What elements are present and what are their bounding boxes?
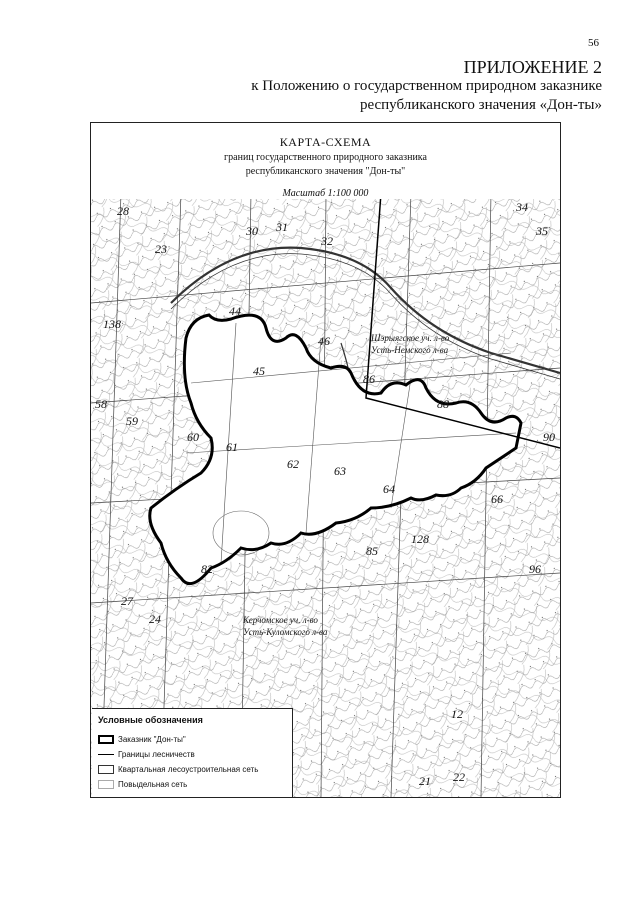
quarter-label: 45	[253, 364, 265, 378]
quarter-label: 12	[451, 707, 463, 721]
quarter-label: 34	[516, 200, 528, 214]
quarter-grid-symbol	[98, 765, 114, 774]
quarter-label: 128	[411, 532, 429, 546]
forestry-south-line-1: Керчомское уч. л-во	[243, 615, 318, 625]
quarter-label: 63	[334, 464, 346, 478]
legend-item-reserve	[98, 733, 186, 745]
quarter-label: 90	[543, 430, 555, 444]
page-number: 56	[588, 37, 599, 49]
legend-item-label: Квартальная лесоустроительная сеть	[118, 764, 259, 774]
map-frame	[90, 122, 561, 798]
map-scale: Масштаб 1:100 000	[282, 188, 369, 199]
legend-item-label: Повыдельная сеть	[118, 779, 188, 789]
map-subtitle-line-1: границ государственного природного заказника	[224, 152, 427, 163]
quarter-label: 58	[95, 397, 107, 411]
forestry-south-line-2: Усть-Куломского л-ва	[243, 627, 328, 637]
quarter-label: 23	[155, 242, 167, 256]
quarter-label: 138	[103, 317, 121, 331]
appendix-line-2: республиканского значения «Дон-ты»	[359, 97, 602, 113]
appendix-title: ПРИЛОЖЕНИЕ 2	[463, 57, 602, 77]
quarter-label: 31	[276, 220, 288, 234]
appendix-heading	[251, 58, 602, 115]
quarter-label: 59	[126, 414, 138, 428]
forestry-boundary-symbol	[98, 754, 114, 755]
quarter-label: 22	[453, 770, 465, 784]
appendix-line-1: к Положению о государственном природном заказнике	[251, 78, 602, 94]
legend-item-quarter-grid	[98, 763, 258, 775]
reserve-boundary-symbol	[98, 735, 114, 744]
quarter-label: 21	[419, 774, 431, 788]
map-header	[91, 123, 560, 199]
map-subtitle-line-2: республиканского значения "Дон-ты"	[245, 166, 406, 177]
legend-title: Условные обозначения	[98, 715, 203, 725]
quarter-label: 28	[117, 204, 129, 218]
legend-item-plot-grid	[98, 778, 187, 790]
legend-item-label: Заказник "Дон-ты"	[118, 734, 186, 744]
quarter-label: 24	[149, 612, 161, 626]
quarter-label: 86	[363, 372, 375, 386]
quarter-label: 30	[246, 224, 258, 238]
quarter-label: 61	[226, 440, 238, 454]
quarter-label: 27	[121, 594, 133, 608]
quarter-label: 44	[229, 304, 241, 318]
quarter-label: 85	[366, 544, 378, 558]
quarter-label: 82	[201, 562, 213, 576]
quarter-label: 88	[437, 397, 449, 411]
quarter-label: 35	[536, 224, 548, 238]
quarter-label: 64	[383, 482, 395, 496]
quarter-label: 46	[318, 334, 330, 348]
forestry-north-line-1: Шэрыягское уч. л-во	[371, 333, 450, 343]
quarter-label: 66	[491, 492, 503, 506]
map-title: КАРТА-СХЕМА	[279, 135, 372, 149]
forestry-north-line-2: Усть-Немского л-ва	[371, 345, 449, 355]
quarter-label: 60	[187, 430, 199, 444]
plot-grid-symbol	[98, 780, 114, 789]
quarter-label: 96	[529, 562, 541, 576]
map-drawing	[91, 123, 560, 797]
quarter-label: 62	[287, 457, 299, 471]
legend-item-label: Границы лесничеств	[118, 749, 195, 759]
quarter-label: 32	[321, 234, 333, 248]
legend-item-forestry	[98, 748, 195, 760]
legend	[92, 708, 293, 798]
